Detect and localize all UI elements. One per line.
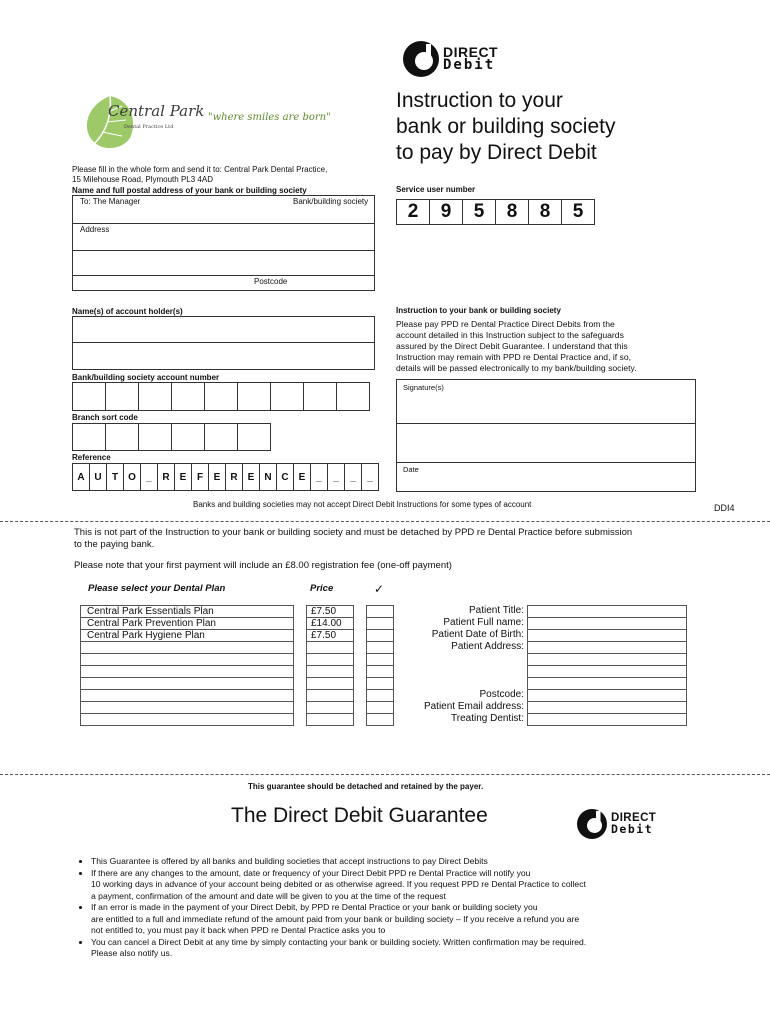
patient-address-field[interactable] — [528, 678, 686, 690]
plan-row[interactable] — [81, 678, 293, 690]
plan-row[interactable]: Central Park Hygiene Plan — [81, 630, 293, 642]
price-cell: £7.50 — [307, 630, 353, 642]
plan-checkbox[interactable] — [367, 690, 393, 702]
service-digit: 2 — [396, 199, 430, 225]
tick-header: ✓ — [374, 582, 385, 596]
treating-dentist-field[interactable] — [528, 714, 686, 726]
plan-checkbox[interactable] — [367, 618, 393, 630]
reference-char: _ — [140, 463, 158, 491]
patient-address-field[interactable] — [528, 642, 686, 654]
price-cell — [307, 654, 353, 666]
instruction-text — [396, 319, 637, 374]
service-digit: 9 — [429, 199, 463, 225]
sort-code-box[interactable] — [204, 423, 238, 451]
account-digit-box[interactable] — [204, 382, 238, 411]
service-user-heading: Service user number — [396, 185, 476, 194]
patient-title-field[interactable] — [528, 606, 686, 618]
reference-char: _ — [344, 463, 362, 491]
sort-code-box[interactable] — [237, 423, 271, 451]
account-digit-box[interactable] — [237, 382, 271, 411]
brand-subtitle: Dental Practice Ltd — [124, 124, 174, 130]
price-cell: £7.50 — [307, 606, 353, 618]
plan-row[interactable] — [81, 702, 293, 714]
plan-checkbox[interactable] — [367, 606, 393, 618]
reference-char: R — [225, 463, 243, 491]
banks-note: Banks and building societies may not accept Direct Debit Instructions for some types of account — [193, 500, 532, 509]
guarantee-detach-note: This guarantee should be detached and retained by the payer. — [248, 782, 484, 791]
direct-debit-logo-small — [576, 808, 656, 840]
patient-details-box[interactable] — [527, 605, 687, 726]
patient-address-label: Patient Address: — [451, 641, 524, 652]
instruction-line: Instruction may remain with PPD re Dental Practice and, if so, — [396, 352, 631, 362]
reference-heading: Reference — [72, 453, 111, 462]
reference-char: R — [157, 463, 175, 491]
detach-note-line: to the paying bank. — [74, 539, 155, 550]
direct-debit-icon — [576, 808, 608, 840]
ddi-code: DDI4 — [714, 503, 735, 513]
plan-checkbox[interactable] — [367, 654, 393, 666]
patient-title-label: Patient Title: — [468, 605, 524, 616]
account-digit-box[interactable] — [270, 382, 304, 411]
account-digit-box[interactable] — [105, 382, 139, 411]
plan-header: Please select your Dental Plan — [88, 583, 226, 594]
price-cell — [307, 702, 353, 714]
price-cell — [307, 714, 353, 726]
patient-dob-field[interactable] — [528, 630, 686, 642]
plan-list[interactable] — [80, 605, 294, 726]
sort-code-box[interactable] — [72, 423, 106, 451]
patient-email-field[interactable] — [528, 702, 686, 714]
guarantee-item: • If an error is made in the payment of your Direct Debit, by PPD re Dental Practice or your bank or building society you are entitled to a full and immediate refund of the amount paid from your bank or building society – If you receive a refund you are not entitled to, you must pay it back when PPD re Dental Practice asks you to — [91, 902, 586, 937]
guarantee-title: The Direct Debit Guarantee — [231, 804, 488, 827]
send-instructions-line: Please fill in the whole form and send it to: Central Park Dental Practice, — [72, 165, 328, 174]
tick-list[interactable] — [366, 605, 394, 726]
reference-char: A — [72, 463, 90, 491]
sort-code-box[interactable] — [105, 423, 139, 451]
plan-row[interactable] — [81, 690, 293, 702]
price-header: Price — [310, 583, 334, 594]
reference-char: E — [242, 463, 260, 491]
reference-char: E — [293, 463, 311, 491]
plan-row[interactable] — [81, 654, 293, 666]
brand-name: Central Park — [108, 102, 205, 120]
price-cell — [307, 690, 353, 702]
postcode-label: Postcode — [254, 277, 288, 286]
patient-name-field[interactable] — [528, 618, 686, 630]
reference-char: E — [208, 463, 226, 491]
instruction-heading: Instruction to your bank or building society — [396, 306, 561, 315]
account-holders-heading: Name(s) of account holder(s) — [72, 307, 183, 316]
patient-postcode-field[interactable] — [528, 690, 686, 702]
plan-checkbox[interactable] — [367, 642, 393, 654]
service-digit: 5 — [561, 199, 595, 225]
send-instructions-line: 15 Milehouse Road, Plymouth PL3 4AD — [72, 175, 213, 184]
price-list — [306, 605, 354, 726]
title-line: to pay by Direct Debit — [396, 141, 597, 164]
signature-date-box[interactable] — [396, 379, 696, 492]
registration-note: Please note that your first payment will include an £8.00 registration fee (one-off payment) — [74, 560, 452, 571]
plan-checkbox[interactable] — [367, 666, 393, 678]
leaf-icon — [80, 92, 140, 152]
sort-code-box[interactable] — [138, 423, 172, 451]
reference-char: F — [191, 463, 209, 491]
detach-line — [0, 521, 770, 522]
plan-checkbox[interactable] — [367, 702, 393, 714]
plan-row[interactable] — [81, 642, 293, 654]
plan-row[interactable]: Central Park Prevention Plan — [81, 618, 293, 630]
dd-logo-line2: Debit — [611, 822, 654, 836]
bank-address-heading: Name and full postal address of your bank or building society — [72, 186, 307, 195]
to-manager-label: To: The Manager — [80, 197, 141, 206]
guarantee-item: • You can cancel a Direct Debit at any time by simply contacting your bank or building society. Written confirmation may be required. Please also notify us. — [91, 937, 586, 960]
sort-code-box[interactable] — [171, 423, 205, 451]
service-digit: 8 — [495, 199, 529, 225]
patient-name-label: Patient Full name: — [443, 617, 524, 628]
account-holders-box[interactable] — [72, 316, 375, 370]
plan-checkbox[interactable] — [367, 714, 393, 726]
dd-logo-line2: Debit — [443, 57, 496, 73]
dd-logo-line1: DIRECT — [443, 44, 499, 60]
account-digit-box[interactable] — [72, 382, 106, 411]
direct-debit-icon — [402, 40, 440, 78]
date-label: Date — [403, 465, 419, 474]
price-cell — [307, 642, 353, 654]
reference-char: _ — [361, 463, 379, 491]
price-cell — [307, 666, 353, 678]
reference-char: T — [106, 463, 124, 491]
instruction-line: details will be passed electronically to my bank/building society. — [396, 363, 637, 373]
brand-tagline: "where smiles are born" — [208, 112, 331, 123]
title-line: Instruction to your — [396, 89, 563, 112]
guarantee-item: • This Guarantee is offered by all banks and building societies that accept instructions to pay Direct Debits — [91, 856, 586, 868]
patient-address-field[interactable] — [528, 654, 686, 666]
direct-debit-logo — [402, 40, 498, 78]
bank-society-label: Bank/building society — [293, 197, 369, 206]
patient-email-label: Patient Email address: — [423, 701, 524, 712]
reference-char: _ — [310, 463, 328, 491]
instruction-line: account detailed in this Instruction subject to the safeguards — [396, 330, 624, 340]
account-digit-box[interactable] — [303, 382, 337, 411]
reference-char: E — [174, 463, 192, 491]
service-digit: 8 — [528, 199, 562, 225]
dd-logo-line1: DIRECT — [611, 812, 657, 824]
detach-note-line: This is not part of the Instruction to your bank or building society and must be detached by PPD re Dental Practice before submission — [74, 527, 633, 538]
plan-checkbox[interactable] — [367, 678, 393, 690]
signature-label: Signature(s) — [403, 383, 444, 392]
plan-row[interactable] — [81, 666, 293, 678]
instruction-line: Please pay PPD re Dental Practice Direct Debits from the — [396, 319, 615, 329]
instruction-line: assured by the Direct Debit Guarantee. I understand that this — [396, 341, 628, 351]
guarantee-list — [72, 856, 586, 960]
bank-address-box[interactable] — [72, 195, 375, 291]
address-label: Address — [80, 225, 110, 234]
sort-code-heading: Branch sort code — [72, 413, 138, 422]
service-digit: 5 — [462, 199, 496, 225]
account-digit-box[interactable] — [336, 382, 370, 411]
reference-boxes — [72, 463, 378, 491]
plan-checkbox[interactable] — [367, 630, 393, 642]
reference-char: O — [123, 463, 141, 491]
reference-char: _ — [327, 463, 345, 491]
price-cell — [307, 678, 353, 690]
plan-row[interactable]: Central Park Essentials Plan — [81, 606, 293, 618]
reference-char: C — [276, 463, 294, 491]
sort-code-boxes[interactable] — [72, 423, 270, 451]
plan-row[interactable] — [81, 714, 293, 726]
price-cell: £14.00 — [307, 618, 353, 630]
patient-labels — [400, 605, 524, 725]
patient-dob-label: Patient Date of Birth: — [431, 629, 524, 640]
guarantee-item: • If there are any changes to the amount, date or frequency of your Direct Debit PPD re Dental Practice will notify you 10 working days in advance of your account being debited or as otherwise agreed. If you request PPD re Dental Practice to collect a payment, confirmation of the amount and date will be given to you at the time of the request — [91, 868, 586, 903]
central-park-logo — [80, 92, 360, 154]
reference-char: U — [89, 463, 107, 491]
treating-dentist-label: Treating Dentist: — [451, 713, 524, 724]
account-digit-box[interactable] — [171, 382, 205, 411]
account-number-boxes[interactable] — [72, 382, 369, 411]
title-line: bank or building society — [396, 115, 616, 138]
patient-address-field[interactable] — [528, 666, 686, 678]
service-user-number — [396, 199, 594, 225]
page-title — [396, 88, 615, 166]
account-digit-box[interactable] — [138, 382, 172, 411]
patient-postcode-label: Postcode: — [479, 689, 524, 700]
guarantee-detach-line — [0, 774, 770, 775]
reference-char: N — [259, 463, 277, 491]
account-number-heading: Bank/building society account number — [72, 373, 220, 382]
